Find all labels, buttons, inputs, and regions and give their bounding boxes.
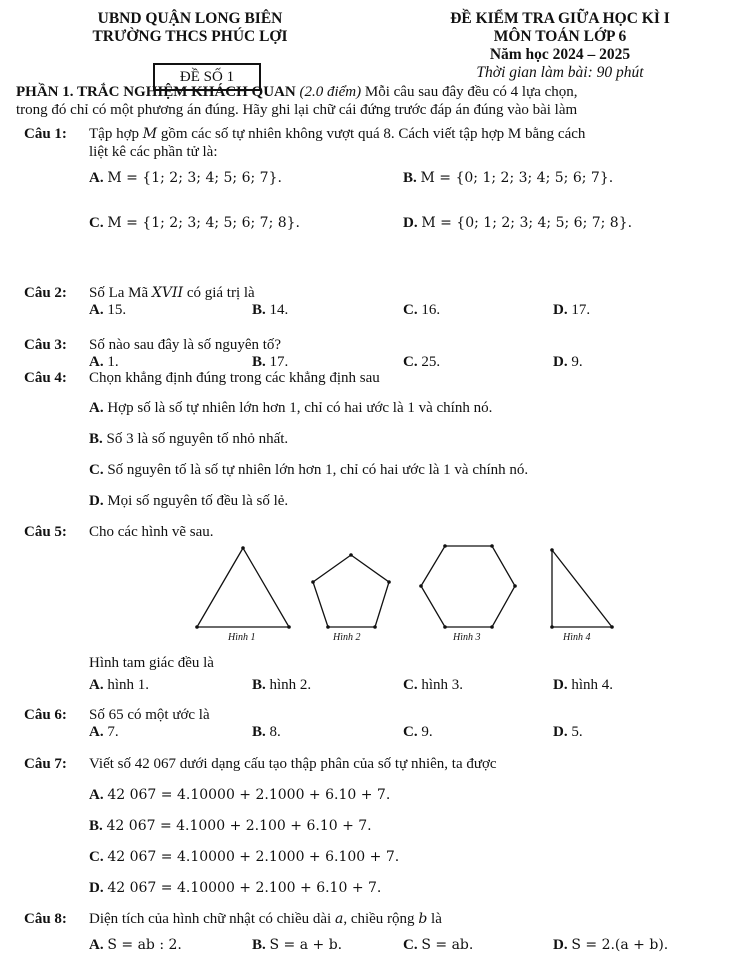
option-text: hình 1. [107, 677, 150, 693]
option-key: D. [553, 302, 568, 318]
option-key: D. [553, 724, 568, 740]
section-instruction-1: Mỗi câu sau đây đều có 4 lựa chọn, [361, 84, 578, 100]
option-text: 42 067 = 4.10000 + 2.100 + 6.10 + 7. [107, 880, 382, 896]
stem-variable: M [142, 126, 158, 142]
question-5-option-c[interactable] [403, 676, 463, 694]
option-text: 42 067 = 4.1000 + 2.100 + 6.10 + 7. [106, 818, 372, 834]
question-5-option-b[interactable] [252, 676, 311, 694]
question-4-label: Câu 4: [24, 370, 67, 386]
option-key: D. [553, 354, 568, 370]
vertex [610, 625, 614, 629]
option-text: 1. [107, 354, 119, 370]
option-key: A. [89, 937, 104, 953]
option-text: 17. [571, 302, 591, 318]
figure-2-pentagon [311, 553, 391, 629]
vertex [241, 546, 245, 550]
stem-variable: XVII [151, 285, 184, 301]
option-text: 42 067 = 4.10000 + 2.1000 + 6.10 + 7. [107, 787, 391, 803]
question-8-label: Câu 8: [24, 911, 67, 927]
stem-variable: b [418, 911, 428, 927]
option-key: B. [252, 354, 266, 370]
option-key: C. [403, 937, 418, 953]
option-key: C. [89, 849, 104, 865]
stem-text: Tập hợp [89, 126, 143, 142]
option-text: M = {1; 2; 3; 4; 5; 6; 7; 8}. [107, 215, 301, 231]
stem-text: Số La Mã [89, 285, 152, 301]
question-5-stem-2: Hình tam giác đều là [89, 655, 214, 671]
school-name: TRƯỜNG THCS PHÚC LỢI [92, 28, 288, 45]
school-year: Năm học 2024 – 2025 [489, 46, 631, 63]
question-1-label: Câu 1: [24, 126, 67, 142]
option-key: A. [89, 787, 104, 803]
option-text: 5. [571, 724, 583, 740]
question-6-stem: Số 65 có một ước là [89, 707, 210, 723]
vertex [311, 580, 315, 584]
option-text: 17. [269, 354, 289, 370]
question-2-label: Câu 2: [24, 285, 67, 301]
stem-text: có giá trị là [183, 285, 255, 301]
question-8-option-a[interactable] [89, 936, 182, 954]
question-6-label: Câu 6: [24, 707, 67, 723]
option-key: D. [89, 493, 104, 509]
figure-4-caption: Hình 4 [563, 632, 591, 643]
question-8-option-b[interactable] [252, 936, 342, 954]
question-8-stem [89, 910, 442, 928]
option-key: D. [553, 937, 568, 953]
option-key: C. [403, 354, 418, 370]
vertex [490, 544, 494, 548]
pentagon-outline [313, 555, 389, 627]
question-6-option-c[interactable] [403, 723, 433, 741]
figure-3-caption: Hình 3 [453, 632, 481, 643]
option-key: A. [89, 354, 104, 370]
option-text: 9. [421, 724, 433, 740]
vertex [443, 544, 447, 548]
question-7-option-a[interactable] [89, 786, 390, 804]
option-key: D. [553, 677, 568, 693]
exam-code: ĐỀ SỐ 1 [179, 69, 235, 85]
question-6-option-a[interactable] [89, 723, 119, 741]
option-text: hình 2. [269, 677, 312, 693]
option-text: 15. [107, 302, 127, 318]
question-7-label: Câu 7: [24, 756, 67, 772]
option-text: S = a + b. [269, 937, 343, 953]
option-text: 9. [571, 354, 583, 370]
option-key: B. [89, 431, 103, 447]
question-3-label: Câu 3: [24, 337, 67, 353]
vertex [326, 625, 330, 629]
figure-3-hexagon [419, 544, 517, 629]
vertex [490, 625, 494, 629]
option-key: B. [89, 818, 103, 834]
option-key: B. [252, 302, 266, 318]
question-5-stem: Cho các hình vẽ sau. [89, 524, 214, 540]
vertex [550, 625, 554, 629]
question-8-option-c[interactable] [403, 936, 473, 954]
option-text: Mọi số nguyên tố đều là số lẻ. [107, 493, 289, 509]
question-7-stem: Viết số 42 067 dưới dạng cấu tạo thập phân của số tự nhiên, ta được [89, 756, 497, 772]
vertex [550, 548, 554, 552]
question-5-option-d[interactable] [553, 676, 613, 694]
option-text: 7. [107, 724, 119, 740]
figure-1-caption: Hình 1 [228, 632, 256, 643]
option-text: 42 067 = 4.10000 + 2.1000 + 6.100 + 7. [107, 849, 400, 865]
vertex [349, 553, 353, 557]
option-text: S = ab. [421, 937, 474, 953]
stem-text: Diện tích của hình chữ nhật có chiều dài [89, 911, 335, 927]
option-key: C. [89, 462, 104, 478]
hexagon-outline [421, 546, 515, 627]
option-text: S = ab : 2. [107, 937, 182, 953]
option-key: D. [89, 880, 104, 896]
option-key: A. [89, 677, 104, 693]
subject-title: MÔN TOÁN LỚP 6 [493, 28, 627, 45]
figure-2-caption: Hình 2 [333, 632, 361, 643]
section-points: (2.0 điểm) [299, 84, 362, 100]
question-3-stem: Số nào sau đây là số nguyên tố? [89, 337, 282, 353]
option-key: D. [403, 215, 418, 231]
figure-4-right-triangle [550, 548, 614, 629]
stem-variable: a [334, 911, 344, 927]
question-7-option-d[interactable] [89, 879, 381, 897]
option-text: Số 3 là số nguyên tố nhỏ nhất. [106, 431, 289, 447]
option-text: 25. [421, 354, 441, 370]
time-limit: Thời gian làm bài: 90 phút [476, 64, 644, 81]
option-key: B. [252, 724, 266, 740]
option-key: B. [403, 170, 417, 186]
stem-text: , chiều rộng [343, 911, 419, 927]
section-instruction-2: trong đó chỉ có một phương án đúng. Hãy ghi lại chữ cái đứng trước đáp án đúng vào bài làm [16, 102, 578, 118]
option-text: hình 4. [571, 677, 614, 693]
option-text: hình 3. [421, 677, 464, 693]
option-key: B. [252, 677, 266, 693]
stem-text: là [427, 911, 442, 927]
option-key: C. [403, 724, 418, 740]
option-text: M = {0; 1; 2; 3; 4; 5; 6; 7; 8}. [421, 215, 633, 231]
question-6-option-d[interactable] [553, 723, 583, 741]
option-text: Hợp số là số tự nhiên lớn hơn 1, chỉ có hai ước là 1 và chính nó. [107, 400, 493, 416]
stem-text: gồm các số tự nhiên không vượt quá 8. Cách viết tập hợp M bằng cách [157, 126, 586, 142]
option-text: 14. [269, 302, 289, 318]
option-text: 8. [269, 724, 281, 740]
option-key: A. [89, 302, 104, 318]
option-text: S = 2.(a + b). [571, 937, 669, 953]
vertex [513, 584, 517, 588]
question-8-option-d[interactable] [553, 936, 668, 954]
option-key: B. [252, 937, 266, 953]
exam-title: ĐỀ KIỂM TRA GIỮA HỌC KÌ I [450, 10, 670, 27]
figure-1-equilateral-triangle [195, 546, 291, 629]
vertex [287, 625, 291, 629]
question-7-option-b[interactable] [89, 817, 372, 835]
question-5-label: Câu 5: [24, 524, 67, 540]
option-text: M = {0; 1; 2; 3; 4; 5; 6; 7}. [420, 170, 614, 186]
question-1-stem-line2: liệt kê các phần tử là: [89, 144, 218, 160]
vertex [419, 584, 423, 588]
option-text: Số nguyên tố là số tự nhiên lớn hơn 1, chỉ có hai ước là 1 và chính nó. [107, 462, 529, 478]
option-key: C. [89, 215, 104, 231]
option-key: C. [403, 302, 418, 318]
vertex [387, 580, 391, 584]
option-key: A. [89, 170, 104, 186]
option-key: A. [89, 400, 104, 416]
question-7-option-c[interactable] [89, 848, 399, 866]
option-text: M = {1; 2; 3; 4; 5; 6; 7}. [107, 170, 282, 186]
vertex [443, 625, 447, 629]
option-key: C. [403, 677, 418, 693]
section-title: PHẦN 1. TRẮC NGHIỆM KHÁCH QUAN [16, 84, 296, 100]
question-4-stem: Chọn khẳng định đúng trong các khẳng định sau [89, 370, 380, 386]
option-text: 16. [421, 302, 441, 318]
vertex [195, 625, 199, 629]
vertex [373, 625, 377, 629]
question-6-option-b[interactable] [252, 723, 281, 741]
option-key: A. [89, 724, 104, 740]
question-5-option-a[interactable] [89, 676, 149, 694]
triangle-outline [197, 548, 289, 627]
district-name: UBND QUẬN LONG BIÊN [97, 10, 283, 27]
right-triangle-outline [552, 550, 612, 627]
